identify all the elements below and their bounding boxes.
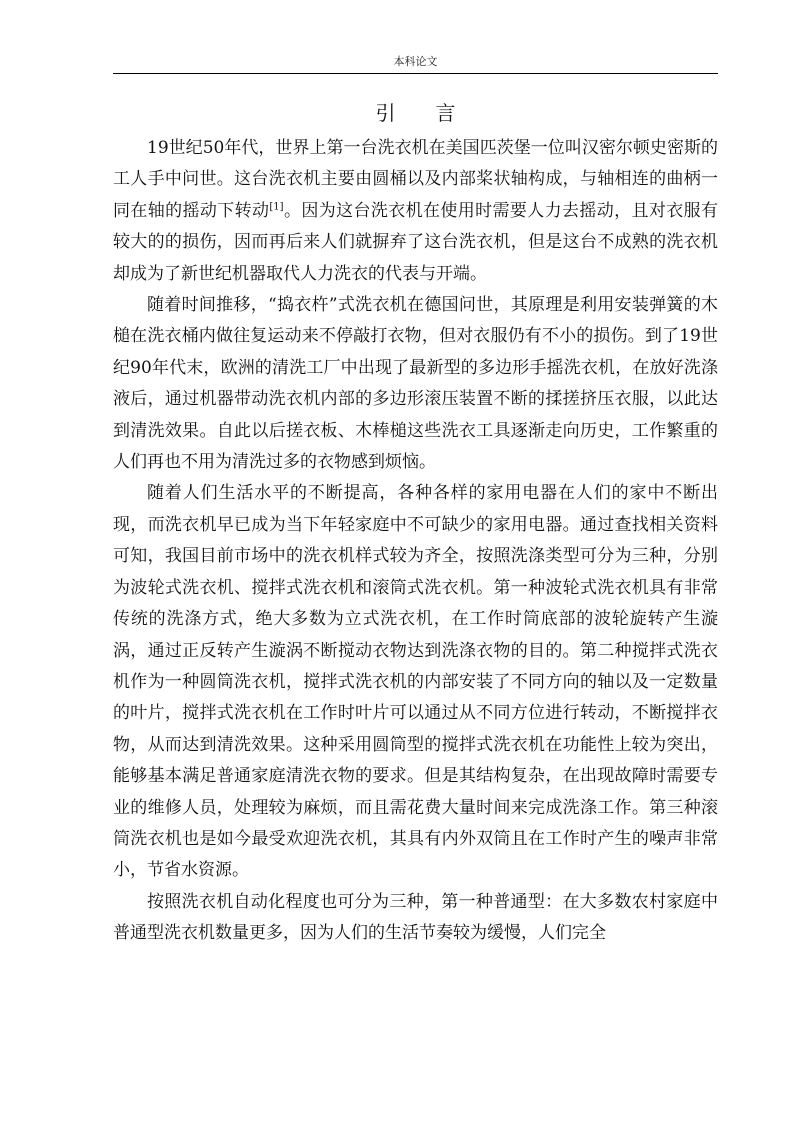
body-text bbox=[113, 133, 718, 950]
paragraph-1-text-cont: 。因为这台洗衣机在使用时需要人力去摇动，且对衣服有较大的的损伤，因而再后来人们就摒弃了这台洗衣机，但是这台不成熟的洗衣机却成为了新世纪机器取代人力洗衣的代表与开端。 bbox=[113, 200, 719, 284]
paragraph-1 bbox=[113, 133, 718, 290]
running-header: 本科论文 bbox=[393, 55, 438, 68]
paragraph-1-text: 19世纪50年代，世界上第一台洗衣机在美国匹茨堡一位叫汉密尔顿史密斯的工人手中问世。这台洗衣机主要由圆桶以及内部桨状轴构成，与轴相连的曲柄一同在轴的摇动下转动 bbox=[113, 138, 718, 221]
paragraph-3: 随着人们生活水平的不断提高，各种各样的家用电器在人们的家中不断出现，而洗衣机早已成为当下年轻家庭中不可缺少的家用电器。通过查找相关资料可知，我国目前市场中的洗衣机样式较为齐全，按照洗涤类型可分为三种，分别为波轮式洗衣机、搅拌式洗衣机和滚筒式洗衣机。第一种波轮式洗衣机具有非常传统的洗涤方式，绝大多数为立式洗衣机，在工作时筒底部的波轮旋转产生漩涡，通过正反转产生漩涡不断搅动衣物达到洗涤衣物的目的。第二种搅拌式洗衣机作为一种圆筒洗衣机，搅拌式洗衣机的内部安装了不同方向的轴以及一定数量的叶片，搅拌式洗衣机在工作时叶片可以通过从不同方位进行转动，不断搅拌衣物，从而达到清洗效果。这种采用圆筒型的搅拌式洗衣机在功能性上较为突出，能够基本满足普通家庭清洗衣物的要求。但是其结构复杂，在出现故障时需要专业的维修人员，处理较为麻烦，而且需花费大量时间来完成洗涤工作。第三种滚筒洗衣机也是如今最受欢迎洗衣机，其具有内外双筒且在工作时产生的噪声非常小，节省水资源。 bbox=[113, 483, 718, 881]
section-title: 引言 bbox=[375, 101, 496, 125]
header-rule bbox=[113, 73, 718, 74]
paragraph-4: 按照洗衣机自动化程度也可分为三种，第一种普通型：在大多数农村家庭中普通型洗衣机数量更多，因为人们的生活节奏较为缓慢，人们完全 bbox=[113, 891, 718, 944]
paragraph-2: 随着时间推移，“捣衣杵”式洗衣机在德国问世，其原理是利用安装弹簧的木槌在洗衣桶内做往复运动来不停敲打衣物，但对衣服仍有不小的损伤。到了19世纪90年代末，欧洲的清洗工厂中出现了最新型的多边形手摇洗衣机，在放好洗涤液后，通过机器带动洗衣机内部的多边形滚压装置不断的揉搓挤压衣服，以此达到清洗效果。自此以后搓衣板、木棒槌这些洗衣工具逐渐走向历史，工作繁重的人们再也不用为清洗过多的衣物感到烦恼。 bbox=[113, 295, 718, 473]
citation-ref: [1] bbox=[269, 201, 284, 213]
